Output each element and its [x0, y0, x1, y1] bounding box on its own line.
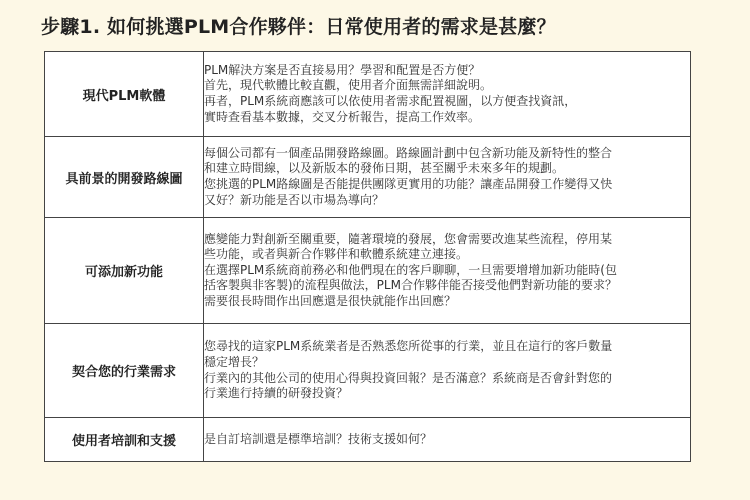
row-label-industry-fit: 契合您的行業需求: [45, 324, 204, 418]
row-label-training-support: 使用者培訓和支援: [45, 418, 204, 462]
row-content-industry-fit: [204, 324, 691, 418]
content-line: 您挑選的PLM路線圖是否能提供團隊更實用的功能？讓產品開發工作變得又快: [204, 177, 613, 191]
content-line: 首先，現代軟體比較直觀，使用者介面無需詳細說明。: [204, 78, 493, 93]
content-line: 行業進行持續的研發投資？: [204, 386, 349, 401]
row-content-new-features: [204, 218, 691, 324]
requirements-table: [44, 51, 691, 462]
content-line: 穩定增長？: [204, 354, 265, 369]
row-content-roadmap: [204, 137, 691, 218]
content-line: 行業內的其他公司的使用心得與投資回報？是否滿意？系統商是否會針對您的: [204, 370, 613, 385]
content-line: 需要很長時間作出回應還是很快就能作出回應？: [204, 293, 457, 308]
content-line: 和建立時間線，以及新版本的發佈日期，甚至關乎未來多年的規劃。: [204, 161, 565, 176]
content-line: 又好？新功能是否以市場為導向？: [204, 192, 385, 207]
table-row: [45, 324, 691, 418]
row-label-new-features: 可添加新功能: [45, 218, 204, 324]
table-row: [45, 218, 691, 324]
content-line: 在選擇PLM系統商前務必和他們現在的客戶聊聊，一旦需要增增加新功能時(包: [204, 262, 617, 277]
content-line: PLM解決方案是否直接易用？學習和配置是否方便？: [204, 62, 481, 77]
content-line: 應變能力對創新至關重要，隨著環境的發展，您會需要改進某些流程，停用某: [204, 231, 613, 246]
content-line: 您尋找的這家PLM系統業者是否熟悉您所從事的行業，並且在這行的客戶數量: [204, 339, 613, 354]
page-title: 步驟1. 如何挑選PLM合作夥伴：日常使用者的需求是甚麼？: [41, 16, 556, 38]
table-row: [45, 418, 691, 462]
content-line: 括客製與非客製)的流程與做法，PLM合作夥伴能否接受他們對新功能的要求？: [204, 278, 617, 293]
table-row: [45, 52, 691, 137]
content-line: 是自訂培訓還是標準培訓？技術支援如何？: [204, 431, 433, 446]
content-line: 實時查看基本數據，交叉分析報告，提高工作效率。: [204, 109, 481, 124]
content-line: 些功能，或者與新合作夥伴和軟體系統建立連接。: [204, 247, 469, 262]
content-line: 每個公司都有一個產品開發路線圖。路線圖計劃中包含新功能及新特性的整合: [204, 145, 613, 160]
table-row: [45, 137, 691, 218]
row-label-roadmap: 具前景的開發路線圖: [45, 137, 204, 218]
row-content-modern-plm: [204, 52, 691, 137]
content-line: 再者，PLM系統商應該可以依使用者需求配置視圖，以方便查找資訊，: [204, 94, 577, 108]
row-label-modern-plm: 現代PLM軟體: [45, 52, 204, 137]
row-content-training-support: [204, 418, 691, 462]
